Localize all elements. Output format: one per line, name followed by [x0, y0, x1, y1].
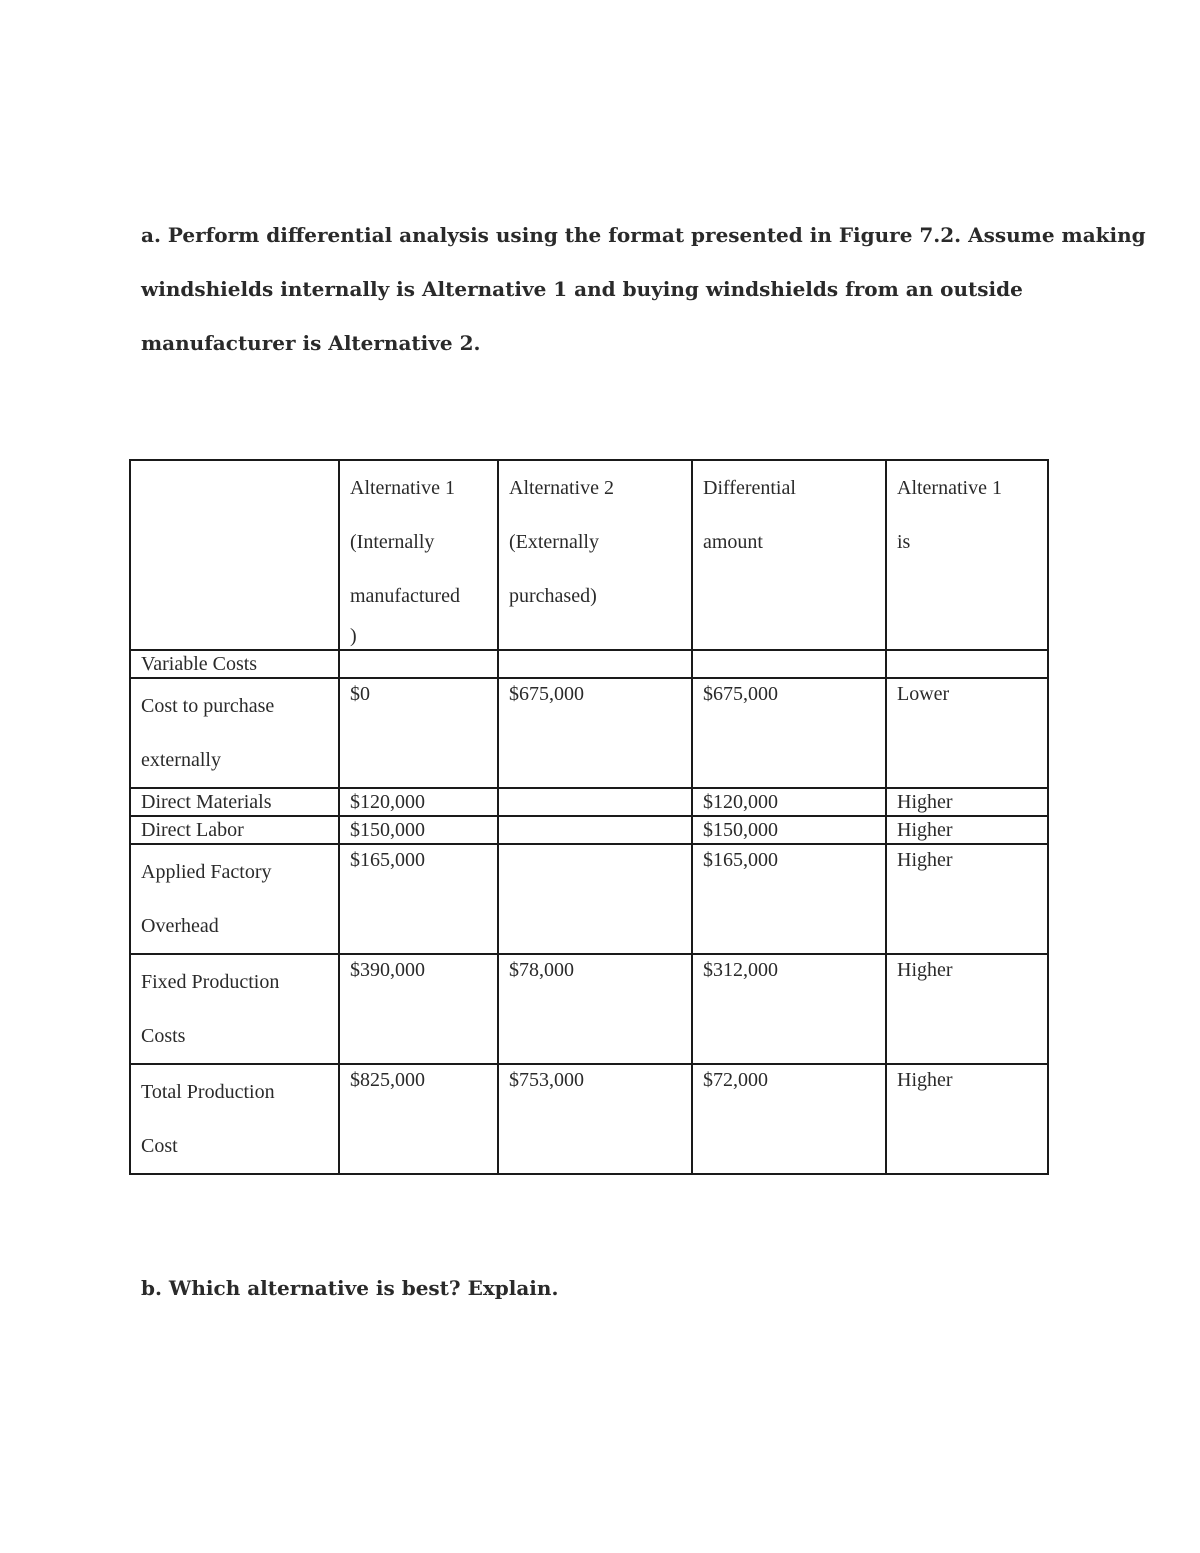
differential-amount-cell: $150,000: [692, 816, 886, 844]
header-alt1-line-3: manufactured: [350, 585, 460, 607]
table-body: [130, 460, 1048, 1174]
comparison-cell: Lower: [886, 678, 1048, 788]
header-alt1-line-2: (Internally: [350, 531, 435, 553]
table-row: [130, 788, 1048, 816]
header-comp-line-1: Alternative 1: [897, 477, 1002, 499]
differential-amount-cell: $675,000: [692, 678, 886, 788]
alternative-2-cell: $675,000: [498, 678, 692, 788]
header-alt2-line-2: (Externally: [509, 531, 599, 553]
header-cell-differential-amount: [692, 460, 886, 650]
question-a-line-1: a. Perform differential analysis using the format presented in Figure 7.2. Assume making: [141, 223, 1146, 247]
header-alt1-line-4: ): [350, 625, 357, 647]
alternative-1-cell: $120,000: [339, 788, 498, 816]
question-b: b. Which alternative is best? Explain.: [141, 1276, 559, 1300]
differential-amount-cell: $72,000: [692, 1064, 886, 1174]
differential-amount-cell: $120,000: [692, 788, 886, 816]
row-label-line: Fixed Production: [141, 971, 280, 993]
header-cell-blank: [130, 460, 339, 650]
row-label-line: Costs: [141, 1025, 186, 1047]
alternative-2-cell: $78,000: [498, 954, 692, 1064]
row-label-line: Direct Materials: [141, 791, 272, 813]
comparison-cell: Higher: [886, 954, 1048, 1064]
question-a: [141, 208, 1146, 370]
alternative-1-cell: $825,000: [339, 1064, 498, 1174]
comparison-cell: Higher: [886, 844, 1048, 954]
header-comp-line-2: is: [897, 531, 911, 553]
comparison-cell: Higher: [886, 788, 1048, 816]
header-diff-line-2: amount: [703, 531, 763, 553]
row-label-cell: [130, 1064, 339, 1174]
table-row: [130, 844, 1048, 954]
question-a-line-3: manufacturer is Alternative 2.: [141, 331, 481, 355]
differential-analysis-table: [129, 459, 1049, 1175]
header-cell-alternative-1-is: [886, 460, 1048, 650]
alternative-2-cell: [498, 788, 692, 816]
row-label-cell: [130, 844, 339, 954]
row-label-cell: [130, 954, 339, 1064]
row-label-line: Cost to purchase: [141, 695, 275, 717]
table-row: [130, 1064, 1048, 1174]
alternative-1-cell: $390,000: [339, 954, 498, 1064]
alternative-1-cell: $150,000: [339, 816, 498, 844]
row-label-cell: [130, 788, 339, 816]
table-row: [130, 954, 1048, 1064]
row-label-line: Direct Labor: [141, 819, 244, 841]
question-a-line-2: windshields internally is Alternative 1 and buying windshields from an outside: [141, 277, 1023, 301]
row-label-cell: [130, 650, 339, 678]
differential-amount-cell: $312,000: [692, 954, 886, 1064]
differential-amount-cell: [692, 650, 886, 678]
header-cell-alternative-1: [339, 460, 498, 650]
header-diff-line-1: Differential: [703, 477, 796, 499]
table-header-row: [130, 460, 1048, 650]
row-label-line: externally: [141, 749, 221, 771]
header-alt2-line-3: purchased): [509, 585, 597, 607]
table-row: [130, 816, 1048, 844]
header-alt2-line-1: Alternative 2: [509, 477, 614, 499]
alternative-2-cell: $753,000: [498, 1064, 692, 1174]
row-label-line: Applied Factory: [141, 861, 272, 883]
row-label-cell: [130, 816, 339, 844]
header-cell-alternative-2: [498, 460, 692, 650]
comparison-cell: Higher: [886, 1064, 1048, 1174]
table-row: [130, 678, 1048, 788]
alternative-2-cell: [498, 650, 692, 678]
comparison-cell: [886, 650, 1048, 678]
alternative-2-cell: [498, 844, 692, 954]
header-alt1-line-1: Alternative 1: [350, 477, 455, 499]
alternative-2-cell: [498, 816, 692, 844]
row-label-cell: [130, 678, 339, 788]
alternative-1-cell: [339, 650, 498, 678]
comparison-cell: Higher: [886, 816, 1048, 844]
row-label-line: Total Production: [141, 1081, 275, 1103]
row-label-line: Cost: [141, 1135, 178, 1157]
alternative-1-cell: $0: [339, 678, 498, 788]
table-row: [130, 650, 1048, 678]
alternative-1-cell: $165,000: [339, 844, 498, 954]
differential-amount-cell: $165,000: [692, 844, 886, 954]
row-label-line: Overhead: [141, 915, 219, 937]
row-label-line: Variable Costs: [141, 653, 258, 675]
